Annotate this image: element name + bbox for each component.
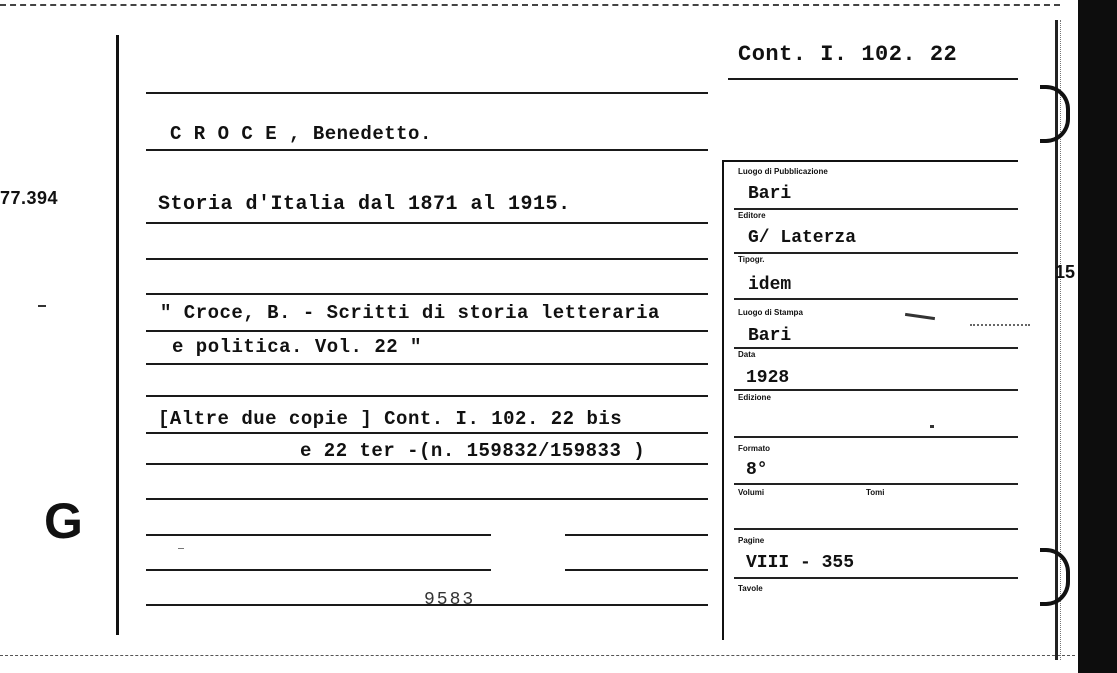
rule-blank5a bbox=[146, 534, 491, 536]
note-line-2: e 22 ter -(n. 159832/159833 ) bbox=[300, 440, 646, 462]
rule-blank1 bbox=[146, 258, 708, 260]
rule-blank6a bbox=[146, 569, 491, 571]
rule-note2 bbox=[146, 463, 708, 465]
rule-blank2 bbox=[146, 293, 708, 295]
field-rule-1 bbox=[734, 252, 1018, 254]
rule-blank3 bbox=[146, 395, 708, 397]
margin-dash bbox=[38, 305, 46, 307]
call-number: Cont. I. 102. 22 bbox=[738, 42, 958, 67]
note-line-1: [Altre due copie ] Cont. I. 102. 22 bis bbox=[158, 408, 623, 430]
stamp-number: 9583 bbox=[424, 590, 476, 610]
rule-blank5b bbox=[565, 534, 708, 536]
field-label-luogo-stampa: Luogo di Stampa bbox=[738, 308, 803, 317]
author-line: C R O C E , Benedetto. bbox=[170, 123, 432, 145]
field-label-formato: Formato bbox=[738, 444, 770, 453]
field-label-tomi: Tomi bbox=[866, 488, 885, 497]
left-number: 77.394 bbox=[0, 188, 59, 208]
field-label-tavole: Tavole bbox=[738, 584, 763, 593]
right-margin-mark: 15 bbox=[1055, 262, 1076, 282]
field-value-pagine: VIII - 355 bbox=[746, 553, 855, 573]
field-rule-5 bbox=[734, 436, 1018, 438]
field-rule-8 bbox=[734, 577, 1018, 579]
field-label-data: Data bbox=[738, 350, 756, 359]
field-value-tipografia: idem bbox=[748, 275, 792, 295]
field-value-data: 1928 bbox=[746, 368, 790, 388]
rule-blank6b bbox=[565, 569, 708, 571]
field-label-luogo-pubblicazione: Luogo di Pubblicazione bbox=[738, 167, 828, 176]
top-edge-noise bbox=[0, 4, 1060, 6]
rule-top bbox=[146, 92, 708, 94]
series-line-1: " Croce, B. - Scritti di storia letteraria bbox=[160, 302, 660, 324]
stray-mark-4 bbox=[178, 548, 184, 549]
field-label-pagine: Pagine bbox=[738, 536, 765, 545]
rule-series2 bbox=[146, 363, 708, 365]
series-line-2: e politica. Vol. 22 " bbox=[172, 336, 422, 358]
rule-title bbox=[146, 222, 708, 224]
left-letter: G bbox=[44, 493, 83, 549]
field-rule-0 bbox=[734, 208, 1018, 210]
field-value-luogo-stampa: Bari bbox=[748, 326, 792, 346]
rule-author bbox=[146, 149, 708, 151]
stray-mark-3 bbox=[930, 425, 934, 428]
fields-box bbox=[724, 160, 1018, 640]
field-value-formato: 8° bbox=[746, 460, 768, 480]
field-rule-3 bbox=[734, 347, 1018, 349]
stray-mark-2 bbox=[970, 324, 1030, 326]
field-rule-2 bbox=[734, 298, 1018, 300]
bottom-edge-noise bbox=[0, 655, 1075, 656]
rule-series1 bbox=[146, 330, 708, 332]
left-vertical-rule bbox=[116, 35, 119, 635]
title-line: Storia d'Italia dal 1871 al 1915. bbox=[158, 193, 571, 216]
field-value-luogo-pubblicazione: Bari bbox=[748, 184, 792, 204]
field-label-tipografia: Tipogr. bbox=[738, 255, 765, 264]
field-label-edizione: Edizione bbox=[738, 393, 771, 402]
rule-blank4 bbox=[146, 498, 708, 500]
field-label-editore: Editore bbox=[738, 211, 766, 220]
field-rule-6 bbox=[734, 483, 1018, 485]
right-edge-shadow bbox=[1078, 0, 1117, 673]
field-value-editore: G/ Laterza bbox=[748, 228, 857, 248]
field-rule-7 bbox=[734, 528, 1018, 530]
call-number-rule bbox=[728, 78, 1018, 80]
field-rule-4 bbox=[734, 389, 1018, 391]
field-label-volumi: Volumi bbox=[738, 488, 765, 497]
rule-note1 bbox=[146, 432, 708, 434]
